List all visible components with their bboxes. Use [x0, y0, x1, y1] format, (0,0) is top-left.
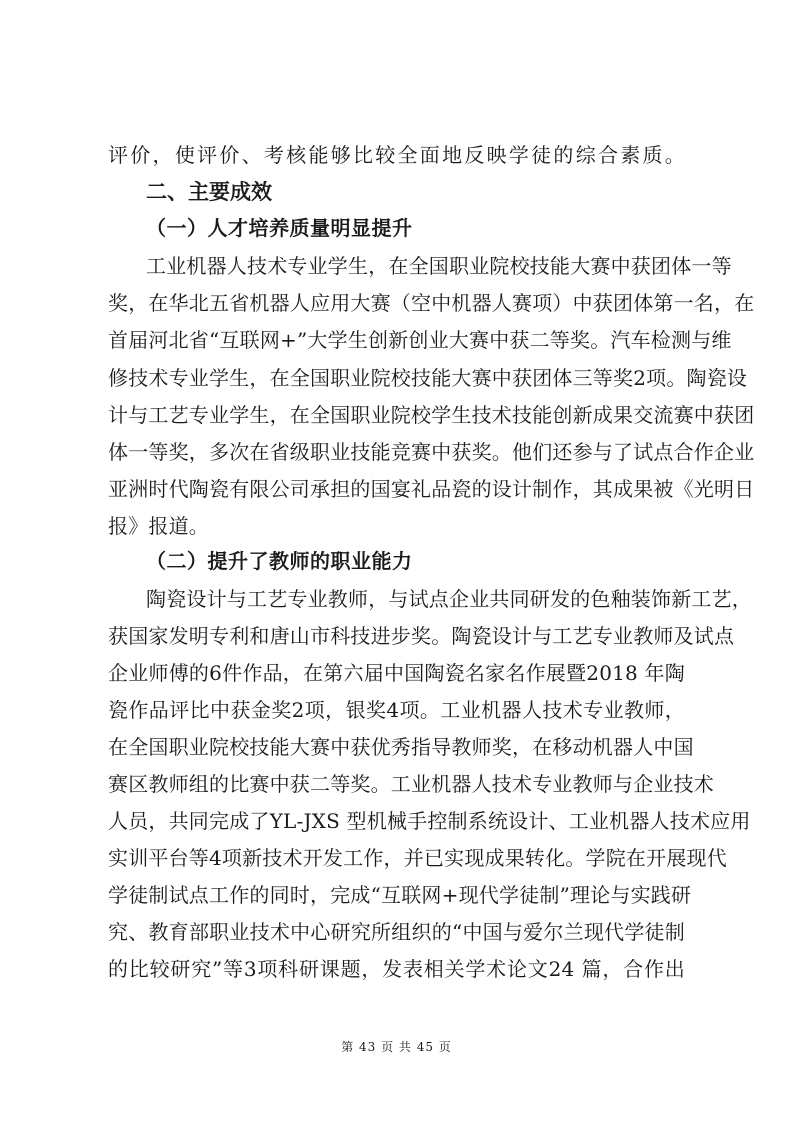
- paragraph-line: 瓷作品评比中获金奖2项，银奖4项。工业机器人技术专业教师，: [108, 698, 685, 722]
- paragraph-line: 在全国职业院校技能大赛中获优秀指导教师奖，在移动机器人中国: [108, 735, 694, 759]
- paragraph-line: 体一等奖，多次在省级职业技能竞赛中获奖。他们还参与了试点合作企业: [108, 440, 755, 464]
- paragraph-line: 评价，使评价、考核能够比较全面地反映学徒的综合素质。: [108, 143, 685, 167]
- paragraph-line: 奖，在华北五省机器人应用大赛（空中机器人赛项）中获团体第一名，在: [108, 291, 755, 315]
- page-number: 第 43 页 共 45 页: [341, 1040, 452, 1054]
- paragraph-line: 亚洲时代陶瓷有限公司承担的国宴礼品瓷的设计制作，其成果被《光明日: [108, 477, 755, 501]
- paragraph-line: 究、教育部职业技术中心研究所组织的“中国与爱尔兰现代学徒制: [108, 920, 685, 944]
- paragraph-line: 修技术专业学生，在全国职业院校技能大赛中获团体三等奖2项。陶瓷设: [108, 366, 748, 390]
- paragraph-line: 陶瓷设计与工艺专业教师，与试点企业共同研发的色釉装饰新工艺，: [146, 587, 752, 611]
- paragraph-line: 人员，共同完成了YL-JXS 型机械手控制系统设计、工业机器人技术应用: [108, 809, 751, 833]
- paragraph-line: 获国家发明专利和唐山市科技进步奖。陶瓷设计与工艺专业教师及试点: [108, 624, 735, 648]
- paragraph-line: 的比较研究”等3项科研课题，发表相关学术论文24 篇，合作出: [108, 957, 685, 981]
- subsection-heading-1: （一）人才培养质量明显提升: [146, 216, 413, 240]
- paragraph-line: 计与工艺专业学生，在全国职业院校学生技术技能创新成果交流赛中获团: [108, 403, 755, 427]
- paragraph-line: 学徒制试点工作的同时，完成“互联网+现代学徒制”理论与实践研: [108, 883, 692, 907]
- section-heading: 二、主要成效: [146, 180, 272, 204]
- paragraph-line: 首届河北省“互联网+”大学生创新创业大赛中获二等奖。汽车检测与维: [108, 328, 732, 352]
- paragraph-line: 工业机器人技术专业学生，在全国职业院校技能大赛中获团体一等: [146, 254, 732, 278]
- paragraph-line: 企业师傅的6件作品，在第六届中国陶瓷名家名作展暨2018 年陶: [108, 661, 685, 685]
- paragraph-line: 实训平台等4项新技术开发工作，并已实现成果转化。学院在开展现代: [108, 846, 727, 870]
- paragraph-line: 报》报道。: [108, 514, 209, 538]
- subsection-heading-2: （二）提升了教师的职业能力: [146, 549, 413, 573]
- paragraph-line: 赛区教师组的比赛中获二等奖。工业机器人技术专业教师与企业技术: [108, 772, 714, 796]
